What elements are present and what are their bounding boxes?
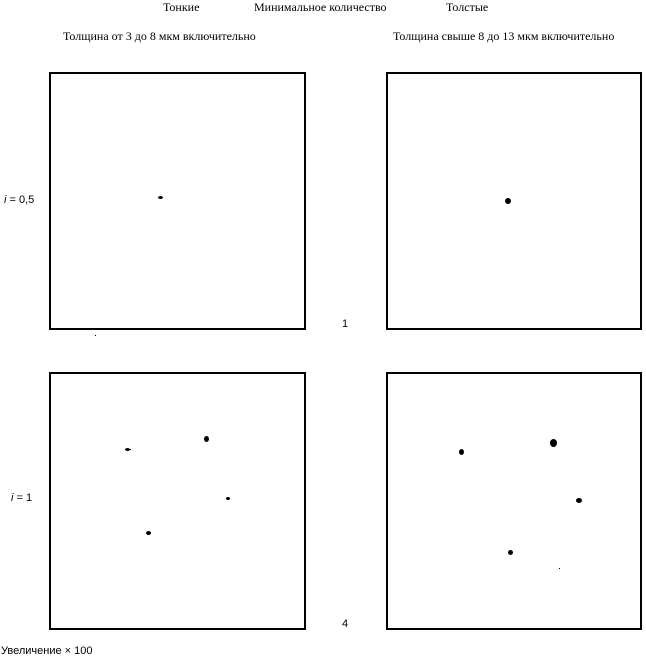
panel-thin-row1 <box>49 72 306 330</box>
header-thin: Тонкие <box>163 0 200 14</box>
inclusion-dot <box>158 196 163 199</box>
row-label-1-value: = 0,5 <box>6 194 35 206</box>
inclusion-dot <box>204 436 209 442</box>
header-min-count: Минимальное количество <box>254 0 387 14</box>
inclusion-dot <box>146 531 151 535</box>
magnification-note: Увеличение × 100 <box>1 645 93 657</box>
row-label-2 <box>11 492 32 504</box>
subheader-thin-range: Толщина от 3 до 8 мкм включительно <box>63 29 256 43</box>
inclusion-dot <box>459 449 464 455</box>
row-label-1 <box>4 194 34 206</box>
panel-thick-row1 <box>386 72 642 330</box>
speck <box>559 568 560 569</box>
speck <box>95 335 96 336</box>
inclusion-dot <box>576 498 582 503</box>
subheader-thick-range: Толщина свыше 8 до 13 мкм включительно <box>393 29 615 43</box>
panel-thick-row2 <box>386 372 642 630</box>
row-label-2-value: = 1 <box>13 492 33 504</box>
inclusion-dot <box>226 497 230 500</box>
panel-thin-row2 <box>49 372 306 630</box>
inclusion-dot <box>505 198 511 204</box>
row-label-1-var: i <box>4 194 7 206</box>
speck <box>130 449 131 450</box>
row-label-2-var: i <box>11 492 14 504</box>
min-count-row1: 1 <box>342 318 349 330</box>
min-count-row2: 4 <box>342 618 349 630</box>
header-thick: Толстые <box>446 0 489 14</box>
inclusion-dot <box>550 439 557 447</box>
inclusion-dot <box>508 550 513 555</box>
